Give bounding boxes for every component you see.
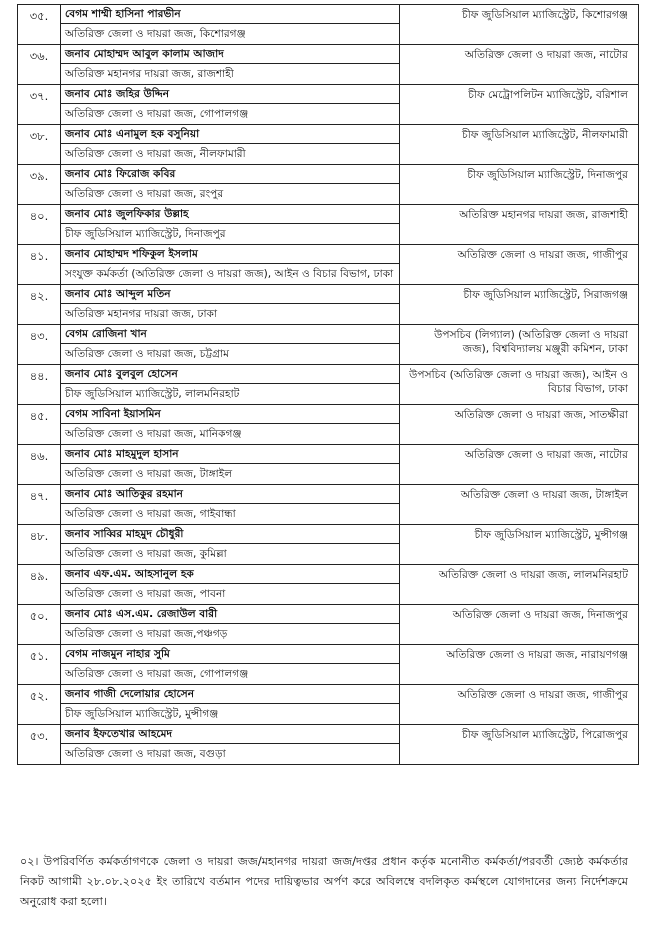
table-row	[18, 485, 639, 525]
serial-number: ৪৪.	[18, 365, 61, 405]
table-row	[18, 365, 639, 405]
new-posting: চীফ জুডিসিয়াল ম্যাজিস্ট্রেট, সিরাজগঞ্জ	[400, 285, 639, 325]
officer-cell	[61, 645, 400, 685]
new-posting: অতিরিক্ত জেলা ও দায়রা জজ, গাজীপুর	[400, 685, 639, 725]
officer-name: জনাব সাব্বির মাহমুদ চৌধুরী	[61, 525, 399, 544]
serial-number: ৩৯.	[18, 165, 61, 205]
new-posting: অতিরিক্ত জেলা ও দায়রা জজ, গাজীপুর	[400, 245, 639, 285]
new-posting: অতিরিক্ত জেলা ও দায়রা জজ, সাতক্ষীরা	[400, 405, 639, 445]
new-posting: চীফ জুডিসিয়াল ম্যাজিস্ট্রেট, দিনাজপুর	[400, 165, 639, 205]
officer-name: বেগম নাজমুন নাহার সুমি	[61, 645, 399, 664]
serial-number: ৫০.	[18, 605, 61, 645]
officer-name: জনাব মোঃ জুলফিকার উল্লাহ	[61, 205, 399, 224]
current-post: অতিরিক্ত জেলা ও দায়রা জজ, গোপালগঞ্জ	[65, 668, 249, 680]
new-posting: অতিরিক্ত জেলা ও দায়রা জজ, নাটোর	[400, 45, 639, 85]
officer-cell	[61, 285, 400, 325]
officer-cell	[61, 325, 400, 365]
new-posting: অতিরিক্ত জেলা ও দায়রা জজ, নারায়ণগঞ্জ	[400, 645, 639, 685]
serial-number: ৫১.	[18, 645, 61, 685]
current-post: অতিরিক্ত মহানগর দায়রা জজ, ঢাকা	[65, 308, 218, 320]
officer-name: জনাব মোহাম্মদ আবুল কালাম আজাদ	[61, 45, 399, 64]
table-row	[18, 125, 639, 165]
serial-number: ৪৮.	[18, 525, 61, 565]
officer-name: বেগম রোজিনা খান	[61, 325, 399, 344]
officer-name: জনাব মোঃ এনামুল হক বসুনিয়া	[61, 125, 399, 144]
table-row	[18, 685, 639, 725]
current-post: চীফ জুডিসিয়াল ম্যাজিস্ট্রেট, মুন্সীগঞ্জ	[65, 708, 219, 720]
new-posting: চীফ জুডিসিয়াল ম্যাজিস্ট্রেট, নীলফামারী	[400, 125, 639, 165]
table-row	[18, 525, 639, 565]
serial-number: ৩৮.	[18, 125, 61, 165]
serial-number: ৪০.	[18, 205, 61, 245]
table-row	[18, 285, 639, 325]
new-posting: অতিরিক্ত জেলা ও দায়রা জজ, লালমনিরহাট	[400, 565, 639, 605]
serial-number: ৫২.	[18, 685, 61, 725]
table-row	[18, 645, 639, 685]
serial-number: ৪৫.	[18, 405, 61, 445]
current-post: অতিরিক্ত জেলা ও দায়রা জজ, বগুড়া	[65, 748, 226, 760]
current-post: অতিরিক্ত জেলা ও দায়রা জজ, নীলফামারী	[65, 148, 246, 160]
new-posting: অতিরিক্ত জেলা ও দায়রা জজ, দিনাজপুর	[400, 605, 639, 645]
serial-number: ৪৩.	[18, 325, 61, 365]
officer-name: জনাব এফ.এম. আহসানুল হক	[61, 565, 399, 584]
officer-name: জনাব মোহাম্মদ শফিকুল ইসলাম	[61, 245, 399, 264]
officer-name: জনাব মোঃ জহির উদ্দিন	[61, 85, 399, 104]
table-row	[18, 85, 639, 125]
current-post: অতিরিক্ত জেলা ও দায়রা জজ, টাঙ্গাইল	[65, 468, 233, 480]
instruction-paragraph: ০২। উপরিবর্ণিত কর্মকর্তাগণকে জেলা ও দায়রা জজ/মহানগর দায়রা জজ/দপ্তর প্রধান কর্তৃক মনোনীত কর্মকর্তা/পরবর্তী জ্যেষ্ঠ কর্মকর্তার নিকট আগামী ২৮.০৮.২০২৫ ইং তারিখে বর্তমান পদের দায়িত্বভার অর্পণ করে অবিলম্বে বদলিকৃত কর্মস্থলে যোগদানের জন্য নির্দেশক্রমে অনুরোধ করা হলো।	[20, 855, 628, 908]
table-row	[18, 205, 639, 245]
officer-name: জনাব মোঃ আব্দুল মতিন	[61, 285, 399, 304]
officer-name: জনাব মোঃ আতিকুর রহমান	[61, 485, 399, 504]
officer-cell	[61, 5, 400, 45]
current-post: সংযুক্ত কর্মকর্তা (অতিরিক্ত জেলা ও দায়রা জজ), আইন ও বিচার বিভাগ, ঢাকা	[65, 268, 394, 280]
serial-number: ৪৭.	[18, 485, 61, 525]
current-post: চীফ জুডিসিয়াল ম্যাজিস্ট্রেট, লালমনিরহাট	[65, 388, 240, 400]
officer-cell	[61, 205, 400, 245]
officer-cell	[61, 405, 400, 445]
officer-name: জনাব মোঃ মাহমুদুল হাসান	[61, 445, 399, 464]
transfer-table	[17, 4, 639, 765]
officer-name: বেগম শাম্মী হাসিনা পারভীন	[61, 5, 399, 24]
officer-cell	[61, 605, 400, 645]
officer-cell	[61, 565, 400, 605]
table-row	[18, 5, 639, 45]
officer-cell	[61, 85, 400, 125]
new-posting: অতিরিক্ত মহানগর দায়রা জজ, রাজশাহী	[400, 205, 639, 245]
current-post: অতিরিক্ত জেলা ও দায়রা জজ,পঞ্চগড়	[65, 628, 228, 640]
officer-cell	[61, 245, 400, 285]
officer-cell	[61, 365, 400, 405]
officer-cell	[61, 165, 400, 205]
serial-number: ৪৯.	[18, 565, 61, 605]
serial-number: ৩৫.	[18, 5, 61, 45]
officer-cell	[61, 685, 400, 725]
current-post: অতিরিক্ত মহানগর দায়রা জজ, রাজশাহী	[65, 68, 234, 80]
new-posting: উপসচিব (লিগ্যাল) (অতিরিক্ত জেলা ও দায়রা জজ), বিশ্ববিদ্যালয় মঞ্জুরী কমিশন, ঢাকা	[400, 325, 639, 365]
current-post: অতিরিক্ত জেলা ও দায়রা জজ, গোপালগঞ্জ	[65, 108, 249, 120]
table-row	[18, 725, 639, 765]
serial-number: ৪১.	[18, 245, 61, 285]
officer-name: জনাব মোঃ বুলবুল হোসেন	[61, 365, 399, 384]
officer-cell	[61, 125, 400, 165]
serial-number: ৪২.	[18, 285, 61, 325]
table-row	[18, 45, 639, 85]
current-post: অতিরিক্ত জেলা ও দায়রা জজ, পাবনা	[65, 588, 226, 600]
new-posting: অতিরিক্ত জেলা ও দায়রা জজ, নাটোর	[400, 445, 639, 485]
officer-cell	[61, 485, 400, 525]
serial-number: ৩৭.	[18, 85, 61, 125]
serial-number: ৪৬.	[18, 445, 61, 485]
serial-number: ৫৩.	[18, 725, 61, 765]
current-post: অতিরিক্ত জেলা ও দায়রা জজ, রংপুর	[65, 188, 224, 200]
officer-cell	[61, 525, 400, 565]
new-posting: চীফ জুডিসিয়াল ম্যাজিস্ট্রেট, কিশোরগঞ্জ	[400, 5, 639, 45]
table-row	[18, 565, 639, 605]
officer-cell	[61, 45, 400, 85]
officer-cell	[61, 725, 400, 765]
current-post: অতিরিক্ত জেলা ও দায়রা জজ, কিশোরগঞ্জ	[65, 28, 246, 40]
current-post: চীফ জুডিসিয়াল ম্যাজিস্ট্রেট, দিনাজপুর	[65, 228, 226, 240]
serial-number: ৩৬.	[18, 45, 61, 85]
current-post: অতিরিক্ত জেলা ও দায়রা জজ, চট্টগ্রাম	[65, 348, 230, 360]
table-row	[18, 605, 639, 645]
current-post: অতিরিক্ত জেলা ও দায়রা জজ, কুমিল্লা	[65, 548, 227, 560]
table-row	[18, 245, 639, 285]
officer-name: জনাব মোঃ এস.এম. রেজাউল বারী	[61, 605, 399, 624]
table-row	[18, 445, 639, 485]
new-posting: চীফ জুডিসিয়াল ম্যাজিস্ট্রেট, মুন্সীগঞ্জ	[400, 525, 639, 565]
table-row	[18, 325, 639, 365]
table-row	[18, 405, 639, 445]
officer-name: বেগম সাবিনা ইয়াসমিন	[61, 405, 399, 424]
new-posting: অতিরিক্ত জেলা ও দায়রা জজ, টাঙ্গাইল	[400, 485, 639, 525]
new-posting: উপসচিব (অতিরিক্ত জেলা ও দায়রা জজ), আইন ও বিচার বিভাগ, ঢাকা	[400, 365, 639, 405]
officer-name: জনাব ইফতেখার আহমেদ	[61, 725, 399, 744]
current-post: অতিরিক্ত জেলা ও দায়রা জজ, গাইবান্ধা	[65, 508, 236, 520]
officer-name: জনাব মোঃ ফিরোজ কবির	[61, 165, 399, 184]
officer-name: জনাব গাজী দেলোয়ার হোসেন	[61, 685, 399, 704]
officer-cell	[61, 445, 400, 485]
table-row	[18, 165, 639, 205]
new-posting: চীফ জুডিসিয়াল ম্যাজিস্ট্রেট, পিরোজপুর	[400, 725, 639, 765]
transfer-table-body	[18, 5, 639, 765]
current-post: অতিরিক্ত জেলা ও দায়রা জজ, মানিকগঞ্জ	[65, 428, 242, 440]
new-posting: চীফ মেট্রোপলিটন ম্যাজিস্ট্রেট, বরিশাল	[400, 85, 639, 125]
